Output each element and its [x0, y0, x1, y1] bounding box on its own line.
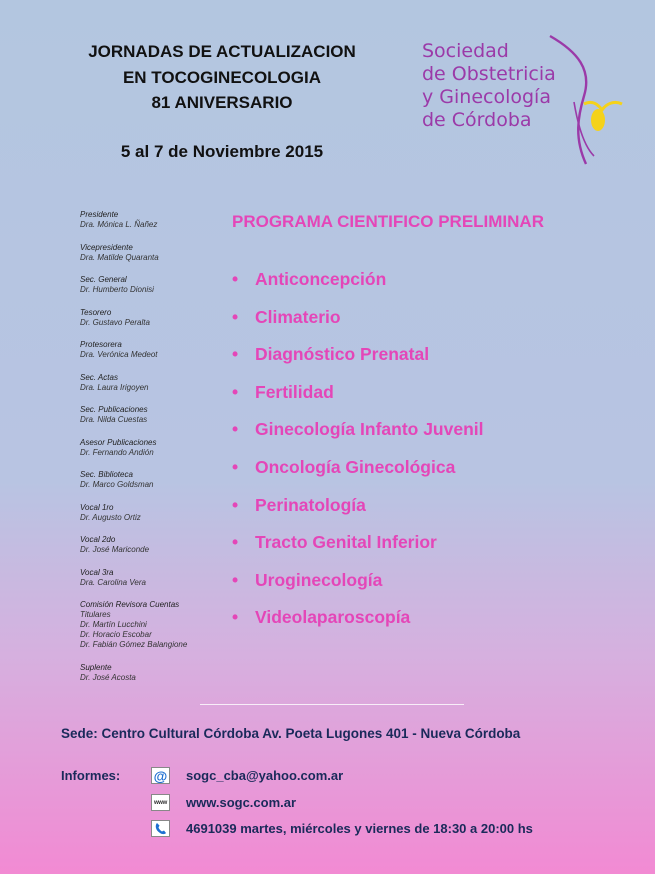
- topic-label: Perinatología: [255, 494, 366, 515]
- topic-list: [232, 266, 484, 642]
- committee-name: Dr. José Mariconde: [80, 545, 150, 554]
- bullet-icon: •: [232, 381, 239, 402]
- program-title: PROGRAMA CIENTIFICO PRELIMINAR: [232, 212, 544, 231]
- committee-name: Dra. Nilda Cuestas: [80, 415, 148, 424]
- committee-name: Dra. Matilde Quaranta: [80, 252, 159, 262]
- email-address[interactable]: sogc_cba@yahoo.com.ar: [186, 768, 344, 783]
- topic-item: [232, 379, 484, 417]
- committee-name: Dra. Laura Irigoyen: [80, 382, 149, 392]
- divider: [200, 704, 464, 705]
- committee-role: Suplente: [80, 662, 112, 672]
- committee-group: [80, 308, 230, 328]
- logo-line: Sociedad: [422, 40, 509, 62]
- committee-group: [80, 373, 230, 393]
- topic-label: Ginecología Infanto Juvenil: [255, 419, 484, 440]
- committee-group: [80, 568, 230, 588]
- committee-role: Vicepresidente: [80, 242, 133, 252]
- phone-hours: 4691039 martes, miércoles y viernes de 18:30 a 20:00 hs: [186, 821, 533, 836]
- topic-label: Anticoncepción: [255, 269, 387, 289]
- event-title-line-3: 81 ANIVERSARIO: [151, 93, 293, 112]
- committee-group: [80, 600, 230, 650]
- committee-name: Dr. Augusto Ortiz: [80, 512, 141, 522]
- committee-name: Dr. Gustavo Peralta: [80, 317, 150, 327]
- bullet-icon: •: [232, 344, 239, 365]
- topic-item: [232, 567, 484, 605]
- committee-name: Dr. Horacio Escobar: [80, 630, 152, 639]
- committee-group: [80, 275, 230, 295]
- committee-role: Vocal 3ra: [80, 567, 114, 577]
- committee-role: Sec. Publicaciones: [80, 405, 148, 414]
- committee-role: Asesor Publicaciones: [80, 437, 157, 447]
- topic-item: [232, 604, 484, 642]
- committee-group: [80, 210, 230, 230]
- email-icon: @: [151, 767, 170, 784]
- committee-list: [80, 210, 230, 695]
- committee-group: [80, 503, 230, 523]
- bullet-icon: •: [232, 607, 239, 628]
- bullet-icon: •: [232, 419, 239, 440]
- committee-name: Dr. Fabián Gómez Balangione: [80, 640, 188, 649]
- topic-label: Oncología Ginecológica: [255, 456, 456, 477]
- committee-name: Dr. Fernando Andión: [80, 447, 154, 457]
- committee-role: Sec. General: [80, 275, 127, 284]
- committee-name: Dr. Martín Lucchini: [80, 620, 147, 629]
- uterus-logo-icon: [548, 34, 634, 166]
- topic-label: Tracto Genital Inferior: [255, 532, 437, 553]
- committee-group: [80, 535, 230, 555]
- event-title-line-2: EN TOCOGINECOLOGIA: [122, 68, 322, 87]
- informes-label: Informes:: [61, 768, 121, 783]
- venue-text: Sede: Centro Cultural Córdoba Av. Poeta Lugones 401 - Nueva Córdoba: [61, 726, 521, 741]
- committee-name: Dr. Marco Goldsman: [80, 480, 154, 489]
- committee-role: Protesorera: [80, 340, 122, 349]
- phone-icon: [151, 820, 170, 837]
- logo-line: de Córdoba: [422, 109, 532, 131]
- committee-role: Comisión Revisora Cuentas: [80, 600, 180, 609]
- committee-group: [80, 663, 230, 683]
- committee-group: [80, 405, 230, 425]
- committee-group: [80, 470, 230, 490]
- committee-name: Dra. Carolina Vera: [80, 577, 146, 587]
- committee-group: [80, 340, 230, 360]
- website-link[interactable]: www.sogc.com.ar: [186, 795, 297, 810]
- committee-role: Presidente: [80, 210, 119, 219]
- committee-group: [80, 243, 230, 263]
- topic-item: [232, 529, 484, 567]
- bullet-icon: •: [232, 269, 239, 289]
- topic-item: [232, 341, 484, 379]
- committee-role: Sec. Biblioteca: [80, 470, 133, 479]
- logo-line: de Obstetricia: [422, 63, 556, 85]
- topic-label: Uroginecología: [255, 569, 383, 590]
- committee-role: Vocal 1ro: [80, 502, 114, 512]
- web-icon: www: [151, 794, 170, 811]
- topic-label: Climaterio: [255, 306, 341, 327]
- topic-item: [232, 266, 484, 304]
- committee-role: Tesorero: [80, 307, 112, 317]
- topic-label: Diagnóstico Prenatal: [255, 344, 430, 365]
- topic-item: [232, 492, 484, 530]
- topic-item: [232, 454, 484, 492]
- event-title-line-1: JORNADAS DE ACTUALIZACION: [88, 42, 356, 61]
- topic-label: Videolaparoscopía: [255, 607, 411, 628]
- committee-name: Dra. Verónica Medeot: [80, 350, 158, 359]
- bullet-icon: •: [232, 532, 239, 553]
- committee-group: [80, 438, 230, 458]
- bullet-icon: •: [232, 569, 239, 590]
- logo-line: y Ginecología: [422, 86, 551, 108]
- topic-label: Fertilidad: [255, 381, 334, 402]
- committee-name: Dra. Mónica L. Ñañez: [80, 220, 158, 229]
- bullet-icon: •: [232, 306, 239, 327]
- topic-item: [232, 416, 484, 454]
- committee-name: Dr. José Acosta: [80, 672, 136, 682]
- society-logo-text: [422, 40, 556, 132]
- bullet-icon: •: [232, 456, 239, 477]
- committee-role: Vocal 2do: [80, 535, 116, 544]
- committee-role: Sec. Actas: [80, 372, 118, 382]
- committee-name: Dr. Humberto Dionisi: [80, 285, 154, 294]
- event-date: 5 al 7 de Noviembre 2015: [120, 142, 324, 161]
- committee-name: Titulares: [80, 610, 111, 619]
- bullet-icon: •: [232, 494, 239, 515]
- topic-item: [232, 304, 484, 342]
